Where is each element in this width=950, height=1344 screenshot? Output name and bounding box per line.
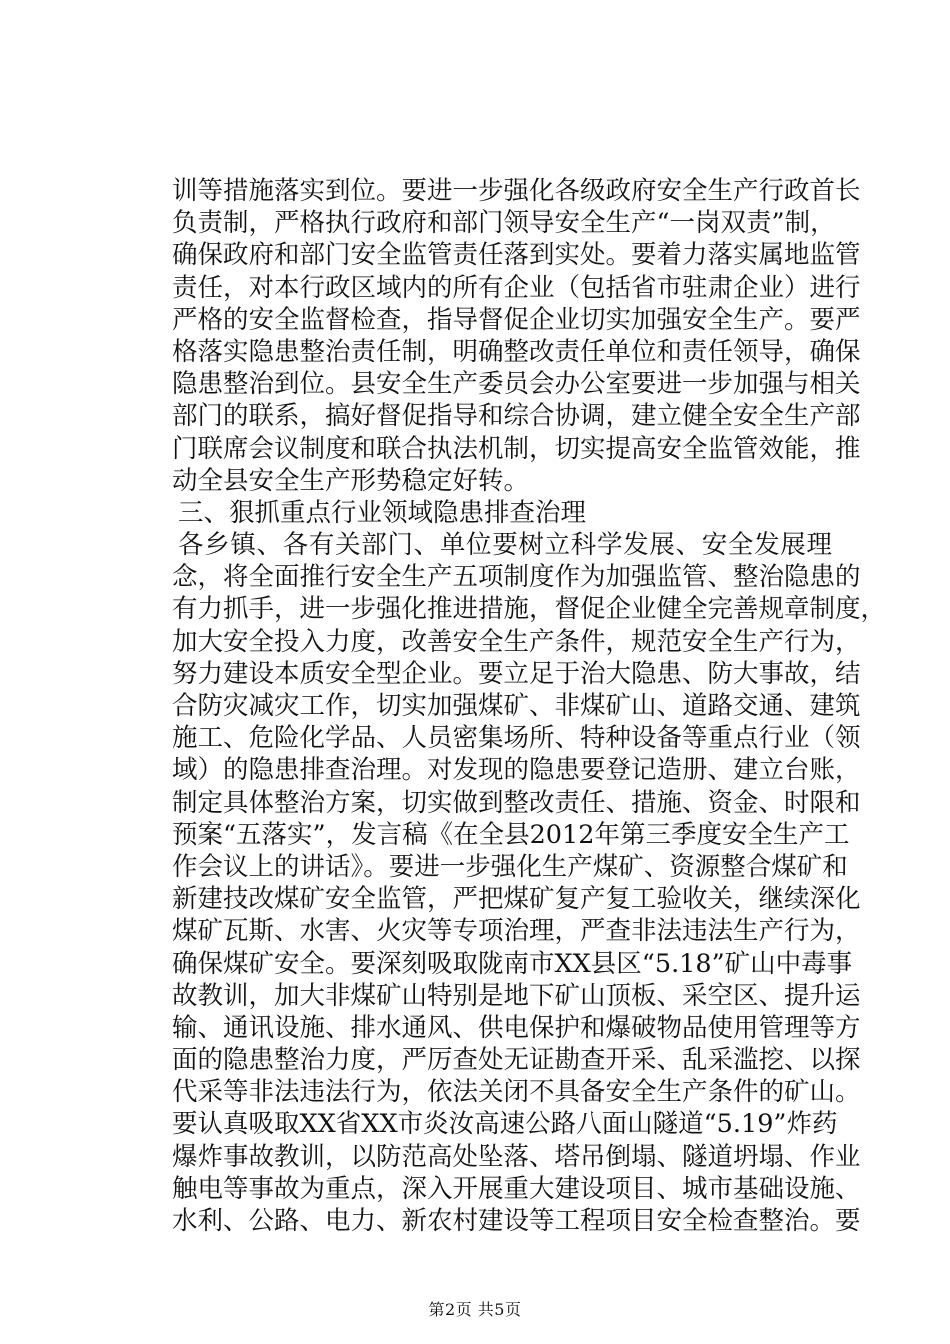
text-line: 动全县安全生产形势稳定好转。: [172, 465, 530, 496]
text-line: 预案“五落实”，发言稿《在全县2012年第三季度安全生产工: [172, 819, 850, 850]
text-line: 隐患整治到位。县安全生产委员会办公室要进一步加强与相关: [172, 369, 861, 400]
text-line: 负责制，严格执行政府和部门领导安全生产“一岗双责”制，: [172, 208, 836, 239]
text-line: 部门的联系，搞好督促指导和综合协调，建立健全安全生产部: [172, 401, 861, 432]
text-line: 念，将全面推行安全生产五项制度作为加强监管、整治隐患的: [172, 562, 861, 593]
text-line: 要认真吸取XX省XX市炎汝高速公路八面山隧道“5.19”炸药: [172, 1109, 838, 1140]
text-line: 严格的安全监督检查，指导督促企业切实加强安全生产。要严: [172, 304, 861, 335]
text-line: 煤矿瓦斯、水害、火灾等专项治理，严查非法违法生产行为，: [172, 916, 861, 947]
text-line: 域）的隐患排查治理。对发现的隐患要登记造册、建立台账，: [172, 755, 861, 786]
text-line: 触电等事故为重点，深入开展重大建设项目、城市基础设施、: [172, 1173, 861, 1204]
text-line: 确保煤矿安全。要深刻吸取陇南市XX县区“5.18”矿山中毒事: [172, 948, 853, 979]
text-line: 代采等非法违法行为，依法关闭不具备安全生产条件的矿山。: [172, 1077, 861, 1108]
text-line: 责任，对本行政区域内的所有企业（包括省市驻肃企业）进行: [172, 272, 861, 303]
text-line: 输、通讯设施、排水通风、供电保护和爆破物品使用管理等方: [172, 1012, 861, 1043]
text-line: 施工、危险化学品、人员密集场所、特种设备等重点行业（领: [172, 723, 861, 754]
text-line: 制定具体整治方案，切实做到整改责任、措施、资金、时限和: [172, 787, 861, 818]
text-line: 故教训，加大非煤矿山特别是地下矿山顶板、采空区、提升运: [172, 980, 861, 1011]
text-line: 新建技改煤矿安全监管，严把煤矿复产复工验收关，继续深化: [172, 884, 861, 915]
text-line: 努力建设本质安全型企业。要立足于治大隐患、防大事故，结: [172, 658, 861, 689]
document-body: [172, 175, 887, 1237]
text-line: 合防灾减灾工作，切实加强煤矿、非煤矿山、道路交通、建筑: [172, 691, 861, 721]
text-line: 面的隐患整治力度，严厉查处无证勘查开采、乱采滥挖、以探: [172, 1045, 861, 1076]
text-line: 加大安全投入力度，改善安全生产条件，规范安全生产行为，: [172, 626, 861, 657]
section-heading: 三、狠抓重点行业领域隐患排查治理: [178, 497, 587, 528]
text-line: 训等措施落实到位。要进一步强化各级政府安全生产行政首长: [172, 176, 861, 206]
text-line: 格落实隐患整治责任制，明确整改责任单位和责任领导，确保: [172, 336, 861, 367]
text-line: 作会议上的讲话》。要进一步强化生产煤矿、资源整合煤矿和: [172, 851, 848, 882]
paragraph-first-line: 各乡镇、各有关部门、单位要树立科学发展、安全发展理: [178, 530, 832, 561]
page-number-footer: 第2页 共5页: [428, 1300, 522, 1319]
text-line: 确保政府和部门安全监管责任落到实处。要着力落实属地监管: [172, 240, 861, 271]
text-line: 水利、公路、电力、新农村建设等工程项目安全检查整治。要: [172, 1206, 861, 1236]
text-line: 门联席会议制度和联合执法机制，切实提高安全监管效能，推: [172, 433, 861, 464]
text-line: 爆炸事故教训，以防范高处坠落、塔吊倒塌、隧道坍塌、作业: [172, 1141, 861, 1172]
text-line: 有力抓手，进一步强化推进措施，督促企业健全完善规章制度，: [172, 594, 887, 625]
